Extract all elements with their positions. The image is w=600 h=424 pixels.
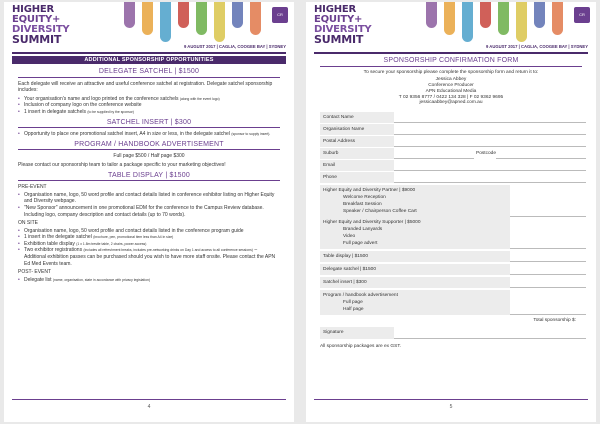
list-item: • "New Sponsor" announcement in one promotional EDM for the conference to the Campus Review database. Including logo, company description and contact details (up to 70 words). [18,205,280,218]
form-heading: SPONSORSHIP CONFIRMATION FORM [320,58,582,67]
list-item: Half page [343,307,364,313]
raised-hand-shape [534,2,545,28]
page-5 [306,2,596,422]
section-title: ADDITIONAL SPONSORSHIP OPPORTUNITIES [12,56,286,64]
summit-logo: HIGHER EQUITY+ DIVERSITY SUMMIT [12,4,70,46]
campus-review-logo-icon: CR [272,7,288,23]
contact-name-input[interactable] [394,112,586,123]
program-title: Program / handbook advertisement [323,293,398,299]
list-item: • Organisation name, logo, 50 word profile and contact details listed in the conference program guide [18,228,280,235]
program-check[interactable] [510,290,586,315]
contact-role: Conference Producer [428,82,474,88]
pre-event-list [18,192,280,218]
field-label: Contact Name [320,112,394,123]
field-label: Phone [320,172,394,183]
program-note: Please contact our sponsorship team to tailor a package specific to your marketing objectives! [18,161,226,168]
gst-note: All sponsorship packages are ex GST. [320,344,402,350]
divider [12,52,286,54]
insert-heading: SATCHEL INSERT | $300 [18,120,280,129]
satchel-intro: Each delegate will receive an attractive and useful conference satchel at registration. Delegate satchel sponsorship includes: [18,80,273,94]
satchel-list [18,96,280,116]
summit-logo: HIGHER EQUITY+ DIVERSITY SUMMIT [314,4,372,46]
raised-hand-shape [444,2,455,35]
partner-title: Higher Equity and Diversity Partner | $9000 [323,188,416,194]
campus-review-logo-icon: CR [574,7,590,23]
suburb-input[interactable] [394,148,474,159]
footer-divider [12,399,286,400]
sponsorship-form [320,112,586,339]
raised-hand-shape [480,2,491,28]
satchel-insert-option[interactable]: Satchel insert | $300 [320,277,586,288]
post-event-list [18,277,280,284]
raised-hand-shape [214,2,225,42]
raised-hand-shape [178,2,189,28]
summit-banner [4,2,294,52]
list-item: Speaker / Chairperson Coffee Cart [343,209,417,215]
raised-hand-shape [232,2,243,28]
list-item: • Delegate list (name, organisation, state in accordance with privacy legislation) [18,277,280,284]
partner-check[interactable] [510,185,586,217]
on-site-label: ON SITE [18,220,39,227]
raised-hand-shape [250,2,261,35]
list-item: • 1 insert in the delegate satchel (brochure, pen, promotional item less than A4 in size) [18,234,280,241]
signature-row [320,327,586,339]
event-date: 9 AUGUST 2017 | CAGLIA, COOGEE BAY | SYDNEY [183,44,286,49]
phone-row [320,172,586,184]
event-date: 9 AUGUST 2017 | CAGLIA, COOGEE BAY | SYDNEY [485,44,588,49]
raised-hand-shape [142,2,153,35]
raised-hands-illustration [124,2,294,46]
signature-label: Signature [320,327,394,339]
list-item: • Organisation name, logo, 50 word profile and contact details listed in conference exhibitor listing on Higher Equity and Diversity webpage. [18,192,280,205]
supporter-check[interactable] [510,217,586,249]
program-prices: Full page $500 / Half page $300 [113,153,185,160]
raised-hand-shape [552,2,563,35]
delegate-satchel-option[interactable]: Delegate satchel | $1500 [320,264,586,275]
signature-input[interactable] [394,327,586,339]
supporter-option[interactable] [320,217,586,249]
contact-name: Jessica Abbey [435,77,467,83]
insert-list [18,131,280,138]
email-row [320,160,586,172]
contact-email[interactable]: jessicaabbey@apned.com.au [419,100,483,106]
satchel-heading: DELEGATE SATCHEL | $1500 [18,69,280,78]
field-label: Email [320,160,394,171]
email-input[interactable] [394,160,586,171]
phone-input[interactable] [394,172,586,183]
raised-hand-shape [124,2,135,28]
contact-block [320,77,582,106]
raised-hand-shape [160,2,171,42]
field-label: Postal Address [320,136,394,147]
list-item: • Opportunity to place one promotional satchel insert, A4 in size or less, in the delegate satchel (sponsor to supply insert). [18,131,280,138]
contact-company: APN Educational Media [425,88,477,94]
total-row [320,315,586,325]
list-item: • Exhibition table display (1 x 1.8m trestle table, 2 chairs, power access) [18,241,280,248]
field-label: Postcode [474,148,496,159]
list-item: Branded Lanyards [343,227,383,233]
pre-event-label: PRE-EVENT [18,184,47,191]
raised-hand-shape [462,2,473,42]
postal-row [320,136,586,148]
total-label: Total sponsorship $: [533,318,576,324]
raised-hand-shape [196,2,207,35]
footer-divider [314,399,588,400]
raised-hands-illustration [426,2,596,46]
suburb-row [320,148,586,160]
list-item: Breakfast Session [343,202,382,208]
list-item: • Inclusion of company logo on the conference website [18,102,280,109]
organisation-input[interactable] [394,124,586,135]
program-option[interactable] [320,290,586,315]
organisation-row [320,124,586,136]
list-item: Video [343,234,356,240]
page-number: 4 [147,404,151,410]
field-label: Suburb [320,148,394,159]
contact-name-row [320,112,586,124]
postal-input[interactable] [394,136,586,147]
page-number: 5 [449,404,453,410]
post-event-label: POST- EVENT [18,269,52,276]
list-item: Full page advert [343,241,378,247]
list-item: Full page [343,300,363,306]
raised-hand-shape [426,2,437,28]
form-instructions: To secure your sponsorship please complete the sponsorship form and return it to: [363,69,539,75]
program-heading: PROGRAM / HANDBOOK ADVERTISEMENT [18,142,280,151]
raised-hand-shape [516,2,527,42]
list-item: • Your organisation's name and logo printed on the conference satchels (along with the event logo) [18,96,280,103]
postcode-input[interactable] [496,148,586,159]
list-item: • 1 insert in delegate satchels (to be supplied by the sponsor) [18,109,280,116]
partner-option[interactable] [320,185,586,217]
on-site-list [18,228,280,268]
table-heading: TABLE DISPLAY | $1500 [18,173,280,182]
summit-banner [306,2,596,52]
supporter-title: Higher Equity and Diversity Supporter | $5000 [323,220,421,226]
contact-phones: T 02 9356 8777 / 0422 134 328 | F 02 9362 9695 [398,94,504,100]
list-item: • Two exhibitor registrations (includes all refreshment breaks, includes pre-networking drinks on Day 1 and access to all conference sessions) – Additional exhibition passes can be purchased should you wish to have more staff onsite. Please contact the APN Ed Med Events team. [18,247,280,267]
field-label: Organisation Name [320,124,394,135]
raised-hand-shape [498,2,509,35]
page-4 [4,2,294,422]
list-item: Welcome Reception [343,195,386,201]
table-display-option[interactable]: Table display | $1500 [320,251,586,262]
